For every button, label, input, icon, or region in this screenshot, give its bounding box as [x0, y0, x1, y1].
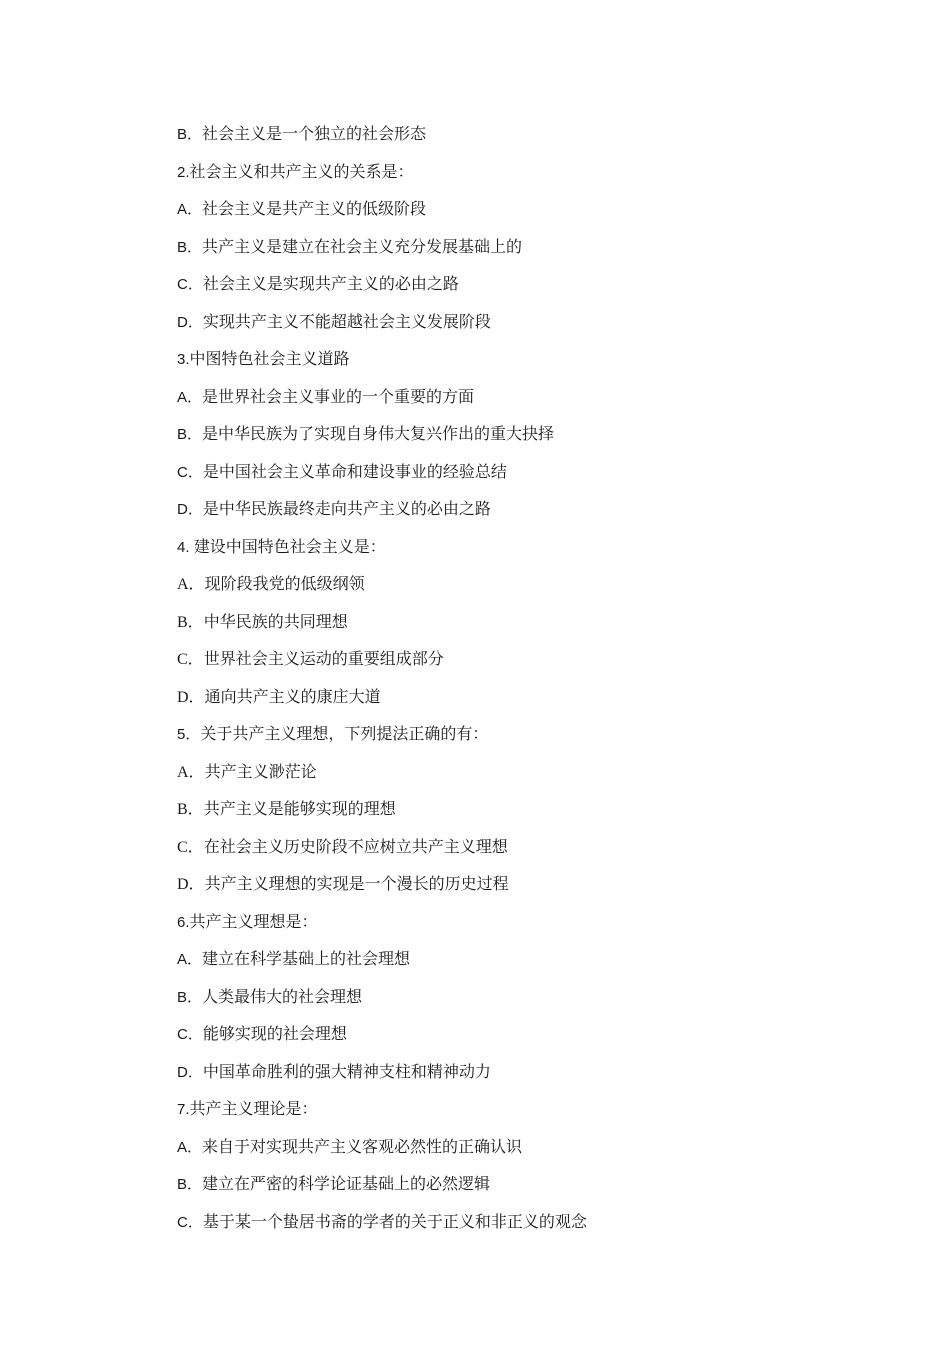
item-label: B．: [177, 126, 203, 143]
item-label: C．: [177, 463, 203, 481]
text-line: [177, 870, 877, 908]
item-label: C．: [177, 838, 204, 856]
item-label: A．: [177, 763, 205, 781]
item-text: 共产主义是建立在社会主义充分发展基础上的: [202, 236, 523, 256]
text-line: [177, 983, 877, 1021]
item-label: 4.: [177, 538, 194, 556]
item-text: 关于共产主义理想，下列提法正确的有：: [200, 724, 489, 743]
item-label: B．: [177, 613, 204, 631]
item-label: 2.: [177, 163, 190, 181]
item-label: C．: [177, 651, 204, 668]
item-label: A．: [177, 1138, 203, 1156]
text-line: [177, 158, 877, 196]
item-text: 在社会主义历史阶段不应树立共产主义理想: [203, 836, 508, 856]
item-label: B．: [177, 238, 203, 256]
text-line: [177, 608, 877, 646]
text-line: [177, 570, 877, 608]
item-text: 是中华民族最终走向共产主义的必由之路: [202, 499, 491, 518]
text-line: [177, 308, 877, 346]
item-label: D．: [177, 688, 205, 706]
item-label: 5．: [177, 726, 201, 743]
text-line: [177, 533, 877, 571]
text-line: [177, 495, 877, 533]
item-text: 共产主义理想的实现是一个漫长的历史过程: [204, 874, 509, 893]
item-text: 社会主义是一个独立的社会形态: [202, 124, 427, 143]
item-label: C．: [177, 1213, 203, 1231]
text-line: [177, 1058, 877, 1096]
item-text: 建立在科学基础上的社会理想: [202, 949, 411, 968]
item-label: C．: [177, 1026, 203, 1043]
item-text: 是中国社会主义革命和建设事业的经验总结: [202, 461, 507, 481]
item-text: 建设中国特色社会主义是：: [193, 536, 386, 556]
text-line: [177, 945, 877, 983]
item-label: A．: [177, 576, 205, 593]
item-text: 建立在严密的科学论证基础上的必然逻辑: [202, 1174, 491, 1193]
text-line: [177, 720, 877, 758]
item-label: B．: [177, 801, 204, 818]
text-line: [177, 270, 877, 308]
item-label: C．: [177, 276, 203, 293]
item-text: 共产主义渺茫论: [204, 761, 317, 781]
item-text: 现阶段我党的低级纲领: [204, 574, 365, 593]
item-text: 社会主义是实现共产主义的必由之路: [202, 274, 459, 293]
text-line: [177, 795, 877, 833]
item-label: A．: [177, 201, 203, 218]
item-text: 人类最伟大的社会理想: [202, 986, 363, 1006]
text-line: [177, 833, 877, 871]
item-label: B．: [177, 988, 203, 1006]
text-line: [177, 1208, 877, 1246]
item-label: A．: [177, 388, 203, 406]
item-text: 社会主义是共产主义的低级阶段: [202, 199, 427, 218]
item-label: D．: [177, 313, 203, 331]
text-line: [177, 383, 877, 421]
text-line: [177, 645, 877, 683]
item-text: 社会主义和共产主义的关系是：: [189, 161, 414, 181]
item-text: 实现共产主义不能超越社会主义发展阶段: [202, 311, 491, 331]
text-line: [177, 683, 877, 721]
text-line: [177, 458, 877, 496]
item-text: 通向共产主义的康庄大道: [204, 686, 381, 706]
item-label: D．: [177, 501, 203, 518]
item-text: 世界社会主义运动的重要组成部分: [203, 649, 444, 668]
item-text: 是中华民族为了实现自身伟大复兴作出的重大抉择: [202, 424, 555, 443]
item-label: 7.: [177, 1101, 190, 1118]
item-text: 来自于对实现共产主义客观必然性的正确认识: [202, 1136, 523, 1156]
text-line: [177, 908, 877, 946]
item-label: B．: [177, 426, 203, 443]
item-text: 能够实现的社会理想: [202, 1024, 347, 1043]
item-text: 中国革命胜利的强大精神支柱和精神动力: [202, 1061, 491, 1081]
text-line: [177, 195, 877, 233]
text-line: [177, 758, 877, 796]
item-text: 基于某一个蛰居书斋的学者的关于正义和非正义的观念: [202, 1211, 587, 1231]
text-line: [177, 1095, 877, 1133]
item-text: 中华民族的共同理想: [203, 611, 348, 631]
item-text: 共产主义理想是：: [189, 911, 318, 931]
text-line: [177, 1020, 877, 1058]
item-label: A．: [177, 951, 203, 968]
item-label: D．: [177, 1063, 203, 1081]
question-list: [177, 120, 877, 1245]
item-label: 3.: [177, 351, 190, 368]
item-label: 6.: [177, 913, 190, 931]
item-text: 共产主义理论是：: [189, 1099, 318, 1118]
text-line: [177, 120, 877, 158]
item-text: 中图特色社会主义道路: [189, 349, 350, 368]
text-line: [177, 1133, 877, 1171]
item-label: D．: [177, 876, 205, 893]
text-line: [177, 1170, 877, 1208]
text-line: [177, 420, 877, 458]
item-label: B．: [177, 1176, 203, 1193]
item-text: 共产主义是能够实现的理想: [203, 799, 396, 818]
text-line: [177, 233, 877, 271]
item-text: 是世界社会主义事业的一个重要的方面: [202, 386, 475, 406]
text-line: [177, 345, 877, 383]
